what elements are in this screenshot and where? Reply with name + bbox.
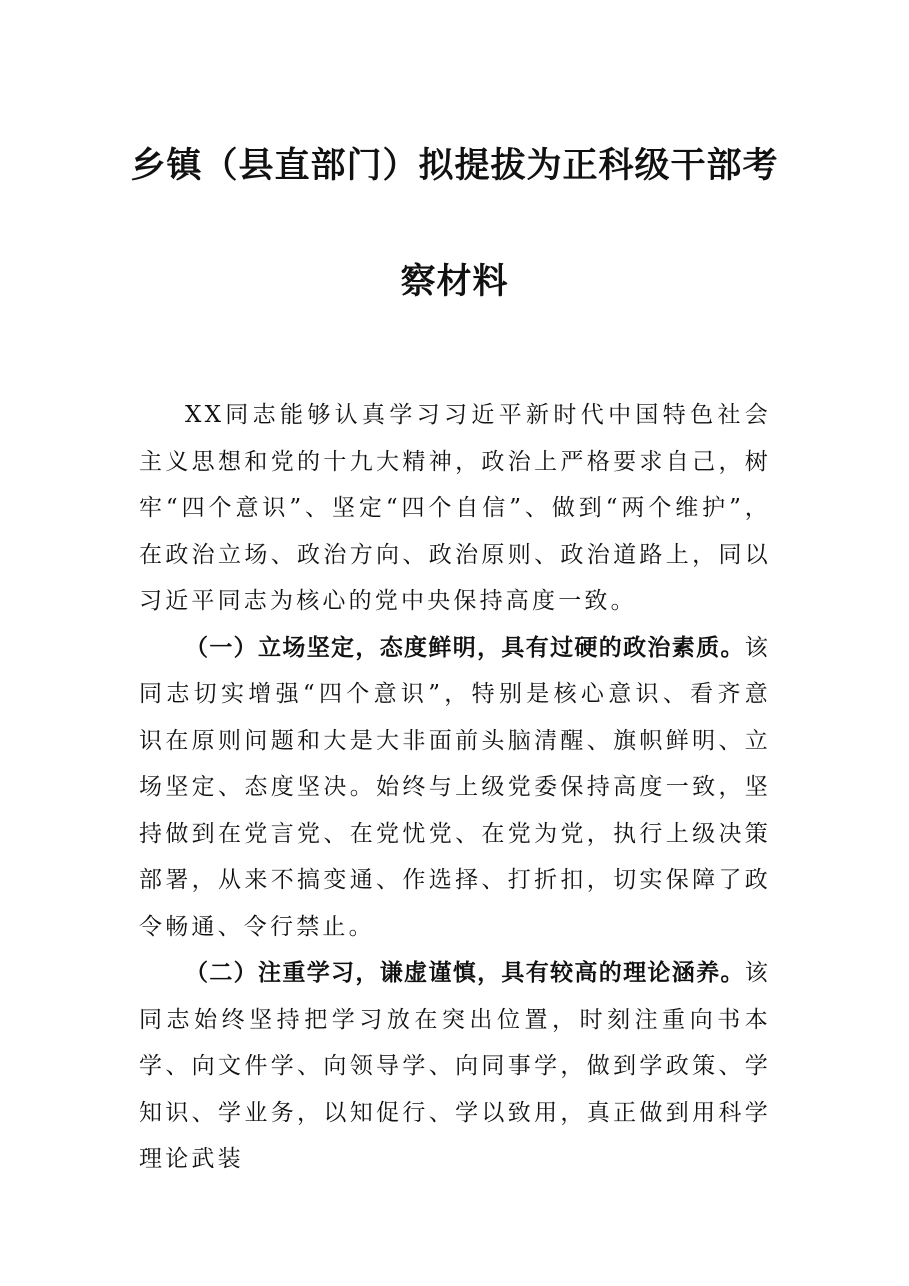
paragraph-text: 该同志切实增强“四个意识”，特别是核心意识、看齐意识在原则问题和大是大非面前头脑清醒、旗帜鲜明、立场坚定、态度坚决。始终与上级党委保持高度一致，坚持做到在党言党、在党忧党、在党为党，执行上级决策部署，从来不搞变通、作选择、打折扣，切实保障了政令畅通、令行禁止。 [139, 634, 771, 940]
paragraph-section-2 [139, 950, 771, 1183]
document-title-line-2: 察材料 [400, 261, 509, 302]
paragraph-text: XX同志能够认真学习习近平新时代中国特色社会主义思想和党的十九大精神，政治上严格要求自己，树牢“四个意识”、坚定“四个自信”、做到“两个维护”，在政治立场、政治方向、政治原则、政治道路上，同以习近平同志为核心的党中央保持高度一致。 [139, 402, 771, 614]
document-title-line-1: 乡镇（县直部门）拟提拔为正科级干部考 [130, 145, 779, 186]
section-heading: （一）立场坚定，态度鲜明，具有过硬的政治素质。 [185, 633, 745, 661]
paragraph-text: 该同志始终坚持把学习放在突出位置，时刻注重向书本学、向文件学、向领导学、向同事学，做到学政策、学知识、学业务，以知促行、学以致用，真正做到用科学理论武装 [139, 960, 771, 1172]
paragraph-section-1 [139, 625, 771, 951]
paragraph-intro [139, 392, 771, 625]
document-body [139, 392, 771, 1183]
section-heading: （二）注重学习，谦虚谨慎，具有较高的理论涵养。 [185, 959, 745, 986]
